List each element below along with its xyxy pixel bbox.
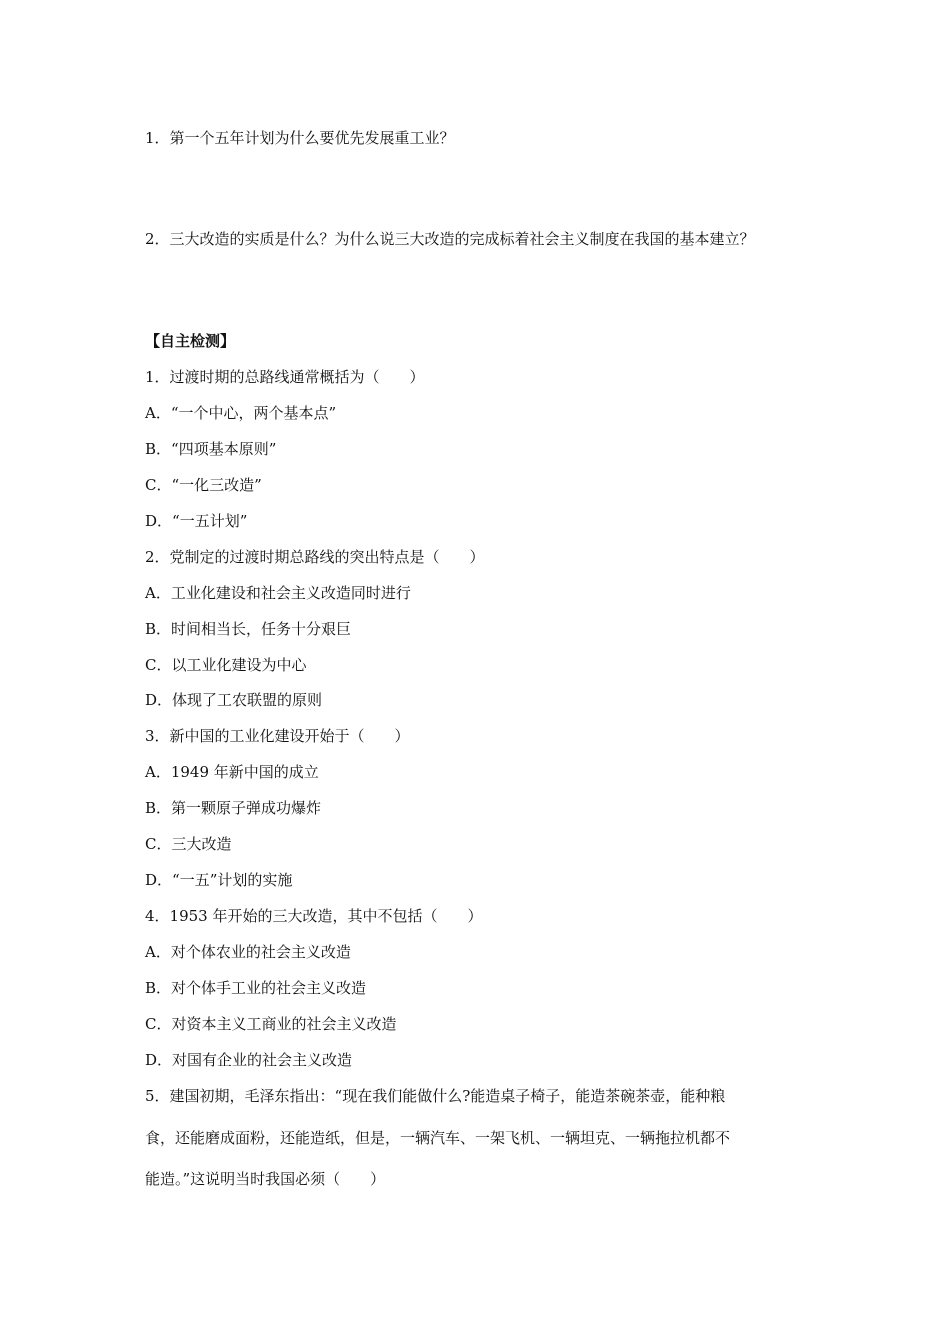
question-2-option-d: D．体现了工农联盟的原则: [145, 691, 323, 709]
question-3-option-a: A．1949 年新中国的成立: [145, 763, 319, 781]
question-2-stem: 2．党制定的过渡时期总路线的突出特点是（ ）: [145, 548, 485, 566]
question-3-option-b: B．第一颗原子弹成功爆炸: [145, 799, 322, 817]
question-4-option-c: C．对资本主义工商业的社会主义改造: [145, 1015, 397, 1033]
question-3-option-d: D．“一五”计划的实施: [145, 871, 293, 889]
review-question-2: 2．三大改造的实质是什么？为什么说三大改造的完成标着社会主义制度在我国的基本建立？: [145, 230, 755, 248]
review-question-1: 1．第一个五年计划为什么要优先发展重工业？: [145, 129, 455, 147]
question-5-line-3: 能造。”这说明当时我国必须（ ）: [145, 1170, 386, 1188]
question-4-option-b: B．对个体手工业的社会主义改造: [145, 979, 367, 997]
question-4-stem: 4．1953 年开始的三大改造，其中不包括（ ）: [145, 907, 483, 925]
question-1-option-a: A．“一个中心，两个基本点”: [145, 404, 337, 422]
question-1-option-d: D．“一五计划”: [145, 512, 248, 530]
question-5-line-1: 5．建国初期，毛泽东指出：“现在我们能做什么?能造桌子椅子，能造茶碗茶壶，能种粮: [145, 1087, 726, 1105]
question-2-option-b: B．时间相当长，任务十分艰巨: [145, 620, 352, 638]
question-2-option-a: A．工业化建设和社会主义改造同时进行: [145, 584, 411, 602]
question-3-option-c: C．三大改造: [145, 835, 232, 853]
question-1-option-b: B．“四项基本原则”: [145, 440, 277, 458]
question-1-option-c: C．“一化三改造”: [145, 476, 262, 494]
question-5-line-2: 食，还能磨成面粉，还能造纸，但是，一辆汽车、一架飞机、一辆坦克、一辆拖拉机都不: [145, 1129, 731, 1147]
question-2-option-c: C．以工业化建设为中心: [145, 656, 307, 674]
question-1-stem: 1．过渡时期的总路线通常概括为（ ）: [145, 368, 425, 386]
question-3-stem: 3．新中国的工业化建设开始于（ ）: [145, 727, 410, 745]
question-4-option-d: D．对国有企业的社会主义改造: [145, 1051, 353, 1069]
section-heading: 【自主检测】: [145, 332, 236, 350]
question-4-option-a: A．对个体农业的社会主义改造: [145, 943, 351, 961]
